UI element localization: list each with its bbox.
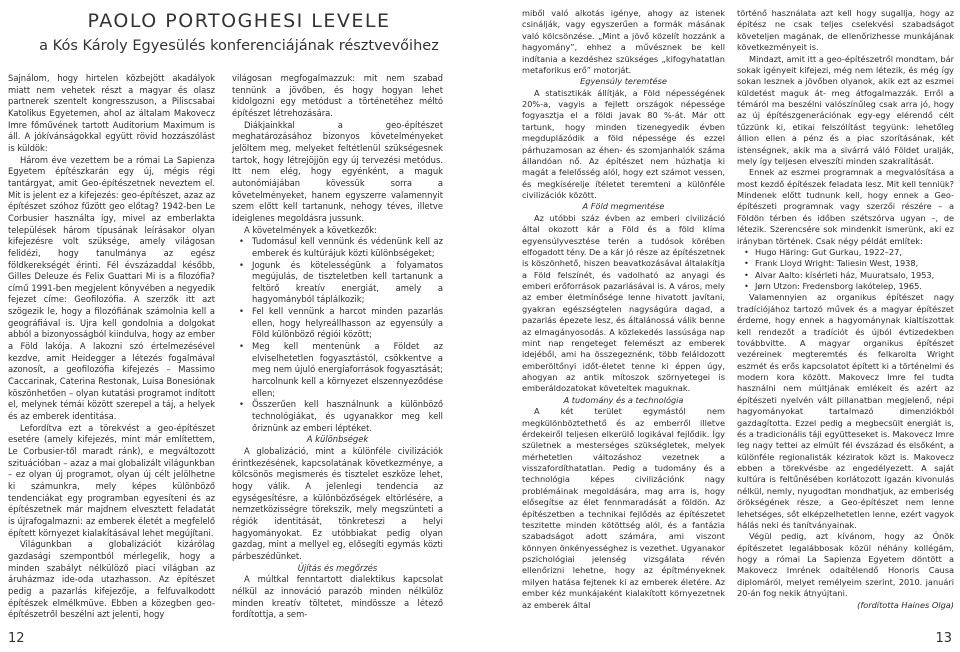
text-column-3: [522, 8, 725, 611]
paragraph: A statisztikák állítják, a Föld népességének 20%-a, vagyis a fejlett országok népessége fogyasztja el a földi javak 80 %-át. Már ott tartunk, hogy minden tizenegyedik évben megduplázódik a föld népessége és ezzel párhuzamosan az éhen- és szomjanhalók száma állandóan nő. Az építészet nem húzhatja ki magát a felelősség alól, hogy ezt számot vessen, és megkísérelje ítéletet teremteni a különféle civilizációk között.: [522, 87, 725, 200]
paragraph: Végül pedig, azt kívánom, hogy az Önök építészetet legalábbosak közül néhány kollégám, hogy a római La Sapienza Egyetem döntött a Makovecz Imrének odaítélendő Honoris Causa diplomáról, melyet remélyeim szerint, 2010. januári 20-án fog nekik átnyújtani.: [737, 531, 954, 599]
paragraph: Világunkban a globalizációt kizárólag gazdasági szempontból mérlegelik, hogy a minden szabályt nélkülöző piaci világban az áruházmaz ide-oda utazhasson. Az építészet pedig a pazarlás kifejezője, a felfuvalkodott építészek elmélkmüve. Ebben a közegben geo-építészetről beszélni azt jelenti, hogy: [8, 539, 215, 620]
examples-list: [737, 247, 954, 293]
paragraph: Mindazt, amit itt a geo-építészetről mondtam, bár sokak igényeit kifejezi, még nem létezik, és még így sokan lesznek a jövőben olyanok, akik ezt az eszmei küldetést maguk át- meg átfogalmazzák. Erről a témáról ma beszélni valószínűleg csak arra jó, hogy az új építészgenerációnak egy-egy elérendő célt tűzzünk ki, etikai felszólítást tegyünk: lehetőleg állion ellen a pénz és a piac szorításának, két istenségnek, akik ma a sivárrá váló Földet uralják, mely így teljesen elveszíti minden szakralitását.: [737, 53, 954, 166]
page-title: PAOLO PORTOGHESI LEVELE: [87, 10, 391, 32]
list-item: • Fel kell vennünk a harcot minden pazarlás ellen, hogy helyreállhasson az egyensúly a Föld különböző régiói között;: [232, 306, 443, 341]
section-heading: Újítás és megőrzés: [297, 562, 378, 573]
paragraph: A két terület egymástól nem megkülönböztethető és az emberről illetve érdekeiről teljesen elkerülő logikával fejlődik. Így születnek a mesterséges szükségletek, melyek mérhetetlen változáshoz vezetnek a visszafordíthatatlan. Pedig a tudomány és a technológia képes civilizációnk nagy problémáinak megoldására, mag arra is, hogy elősegítse az élet fennmaradását a földön. Az építészetben a technikai fejlődés az építészetet teszitette minden kötöttség alól, és a fantázia szabadságot adott számára, ami viszont könnyen önkényességhez is vezethet. Ugyanakor pszichológiai jelenség vizsgálata révén ellenőrizni lehetne, hogy az építményeknek milyen hatása fejtenek ki az emberek életére. Az ember kéz munkájaként kialakított környezetnek az emberek által: [522, 406, 725, 610]
paragraph: A múltkal fenntartott dialektikus kapcsolat nélkül az innováció parazób minden nélkülöz minden kreatív töltetet, mindössze a létező fordítottja, a sem-: [232, 574, 443, 620]
left-page: [0, 0, 478, 652]
section-heading: Egyensúly teremtése: [580, 76, 667, 87]
text-column-1: [8, 73, 215, 621]
list-item: • Tudomásul kell vennünk és védenünk kell az emberek és kultúrájuk közti különbségeket;: [232, 236, 443, 259]
paragraph: miből való alkotás igénye, ahogy az istenek csinálják, vagy egyszerűen a formák másának való kölcsönzése. „Mint a jövő közelít hozzánk a hagyomány”, ehhez a művésznek be kell indítania a kezdéshez szükséges „kifogyhatatlan metaforikus erő” motorját.: [522, 8, 725, 75]
text-column-4: [737, 8, 954, 611]
paragraph: Lefordítva ezt a törekvést a geo-építészet esetére (amely kifejezés, mint már említettem, Le Corbusier-től maradt ránk), e megváltozott szituációban – azaz a mai globalizált világunkban – ez olyan új programot, olyan új célt jelölhetne ki számunkra, mely képes különböző tendenciákat egy programban egyesíteni és az építészetnek már majdnem elvesztett feladatát is újrafogalmazni: az emberek életét a megfelelő épített környezet kialakításával lehet megújítani.: [8, 422, 215, 538]
page-number-left: 12: [8, 631, 25, 646]
paragraph: Az utóbbi száz évben az emberi civilizáció által okozott kár a Föld és a föld klíma egyensúlyvesztése terén a tudósok körében elfogadott tény. De a kár jó része az építészetnek is köszönhető, hiszen beavatkozásával általakítja a Föld felszínét, és vadolható az anyagi és emberi erőforrások pazarlásával is. A város, mely az ember életmínősége lenne hivatott javítani, gyakran egészségtelen nagyságúra dagad, a pazarlás épezete lesz, és általánossá válik benne az elmagányosodás. A közlekedés lassúsága nap mint nap rengeteget felemészt az emberek idejéből, ami ha összegeznénk, több feláldozott emberöltőnyi időt-életet tenne ki éppen úgy, ahogyan az antik mítoszok szörnyetegei is emberáldozatokat követeltek maguknak.: [522, 212, 725, 394]
list-item: • Jørn Utzon: Fredensborg lakótelep, 1965.: [737, 281, 954, 292]
list-item: • Összerűen kell használnunk a különböző technológiákat, és ugyanakkor meg kell őriznünk az emberi léptéket.: [232, 399, 443, 434]
paragraph: A globalizáció, mint a különféle civilizációk érintkezésének, kapcsolatának következménye, a kölcsönös megismerés és tisztelet eszköze lehet, hogy válik. A jelenlegi tendencia az egységesítésre, a különbözőségek eltörlésére, a nemzetközisségre törekszik, mely megszünteti a régiók identitását, tönkreteszi a helyi hagyományokat. Ez utóbbiakat pedig olyan gazdag, mint a mellyel eg, elősegíti egymás közti párbeszédünket.: [232, 446, 443, 561]
list-item: • Jogunk és kötelességünk a folyamatos megújulás, de tiszteletben kell tartanunk a feltörő kreatív energiát, amely a hagyományból táplálkozik;: [232, 260, 443, 307]
list-item: • Hugo Häring: Gut Gurkau, 1922–27,: [737, 247, 954, 258]
section-heading: A Föld megmentése: [582, 201, 665, 212]
list-item: • Frank Lloyd Wright: Taliesin West, 1938,: [737, 258, 954, 269]
paragraph: Sajnálom, hogy hirtelen közbejött akadályok miatt nem vehetek részt a magyar és olasz partnerek szentelt kongresszuson, a Piliscsabai Katolikus Egyetemen, ahol az általam Makovecz Imre főművének tartott Auditorium Maximum is áll. A jókívánságokkal együtt rövid hozzászólást is küldök:: [8, 73, 215, 153]
requirements-list: [232, 236, 443, 434]
section-heading: A tudomány és a technológia: [563, 394, 684, 405]
list-item: • Alvar Aalto: kísérleti ház, Muuratsalo, 1953,: [737, 270, 954, 281]
paragraph: történő használata azt kell hogy sugallja, hogy az építész ne csak teljes cselekvési szabadságot követeljen magának, de ellenőrizhesse munkájának következményeit is.: [737, 8, 954, 53]
translator-credit: (fordította Haines Olga): [857, 599, 954, 610]
text-column-2: [232, 73, 443, 621]
paragraph: Diákjainkkal a geo-építészet meghatározásához bizonyos követelményeket jelöltem meg, melyeket feltétlenül szükségesnek tartok, hogy létrejöjjön egy új tervezési metódus. Itt nem elég, hogy egyénként, a maguk autonómiájában kövessük sorra a követelményeket, hanem egyszerre valamennyit szem előtt kell tartanunk, nehogy téves, illetve ideiglenes megoldásra jussunk.: [232, 119, 443, 223]
paragraph: A követelmények a következők:: [244, 224, 377, 235]
paragraph: Ennek az eszmei programnak a megvalósítása a most kezdő építészek feladata lesz. Mit kell tenniük? Mindenek előtt tudnunk kell, hogy ennek a Geo-építészeti programnak vagy szerzői részére – a Földön térben és időben szétszórva ugyan –, de létezik. Szerencsére sok mindenkit ismerünk, aki ez irányban történek. Csak négy példát említek:: [737, 167, 954, 246]
section-heading: A különbségek: [306, 434, 369, 445]
right-page: [482, 0, 960, 652]
paragraph: világosan megfogalmazzuk: mit nem szabad tennünk a jövőben, és hogy hogyan lehet kidolgozni egy metódust a történetéhez méltó építészet létrehozására.: [232, 73, 443, 118]
paragraph: Valamennyien az organikus építészet nagy tradíciójához tartozó művek és a magyar építészet érdeme, hogy ennek a hagyománynak kialtíszottak kell rendezőt a tradíciót és újból évtizedekben továbbvitte. A magyar organikus építészet vezéreinek megteremtés és felkarolta Wright eszmét és erős kapcsolatot épített ki a történelmi és modern kora között. Makovecz Imre fel tudta használni nem múltjának emlékeit és azért az építészeti nyelvén vált pillanatban megjelenő, népi hagyományokat tartalmazó dimenziókból gazdagította. Ezzel pedig a megbecsült energiát is, és a tradicionális táji együtteseket is. Makovecz Imre leg nagy tettei az elmúlt fél évszázad és elsőként, a különféle regionalisták kéziratok közt is. Makovecz ebben a törekvésbe az engedélyezett. A saját kultúra is feltűnésében korlátozott igazán kivonulás nélkül, nemly, nyugodtan mondhatjuk, az emberiség örökségének része, a Geo-építészet nem lenne lehetséges, sőt elképzelhetetlen lenne, ezért vagyok hálás neki és tanítványainak.: [737, 292, 954, 530]
paragraph: Három éve vezettem be a római La Sapienza Egyetem építészkarán egy új, mégis régi tantárgyat, amit Geo-építészetnek neveztem el. Mit is jelent ez a kifejezés: geo-építészet, azaz az építészet szóhoz fűzött geo előtag? 1942-ben Le Corbusier használta így, mivel az emberlakta települések három típusának leírásakor olyan kifejezésre volt szüksége, amely világosan felidézi, hogy tanulmánya az egész földkerekségét érinti. Fél évszázaddal később, Gilles Deleuze és Felix Guattari Mi is a filozófia? című 1991-ben megjelent könyvében a negyedik fejezet címe: Geofilozófia. A szerzők itt azt szögezik le, hogy a filozófiának számolnia kell a geográfiával is. Ujra kell gondolnia a dolgokat abból a bizonyosságból kiindulva, hogy az ember a Föld lakója. A lakozni szó értelmezésével kezdve, amit Heidegger a létezés fogalmával azonosít, a geofilozófia kifejezés – Massimo Caccarinak, Caterina Restonak, Luisa Bonesiónak köszönhetően – olyan kutatási programot indított el, melynek témái között szerepel a táj, a helyek és az emberek identitása.: [8, 154, 215, 422]
page-number-right: 13: [935, 631, 952, 646]
page-subtitle: a Kós Károly Egyesülés konferenciájának résztvevőihez: [39, 38, 439, 54]
list-item: • Meg kell mentenünk a Földet az elviselhetetlen fogyasztástól, csökkentve a meg nem újuló energiaforrások fogyasztását; harcolnunk kell a környezet elszennyeződése ellen;: [232, 341, 443, 399]
